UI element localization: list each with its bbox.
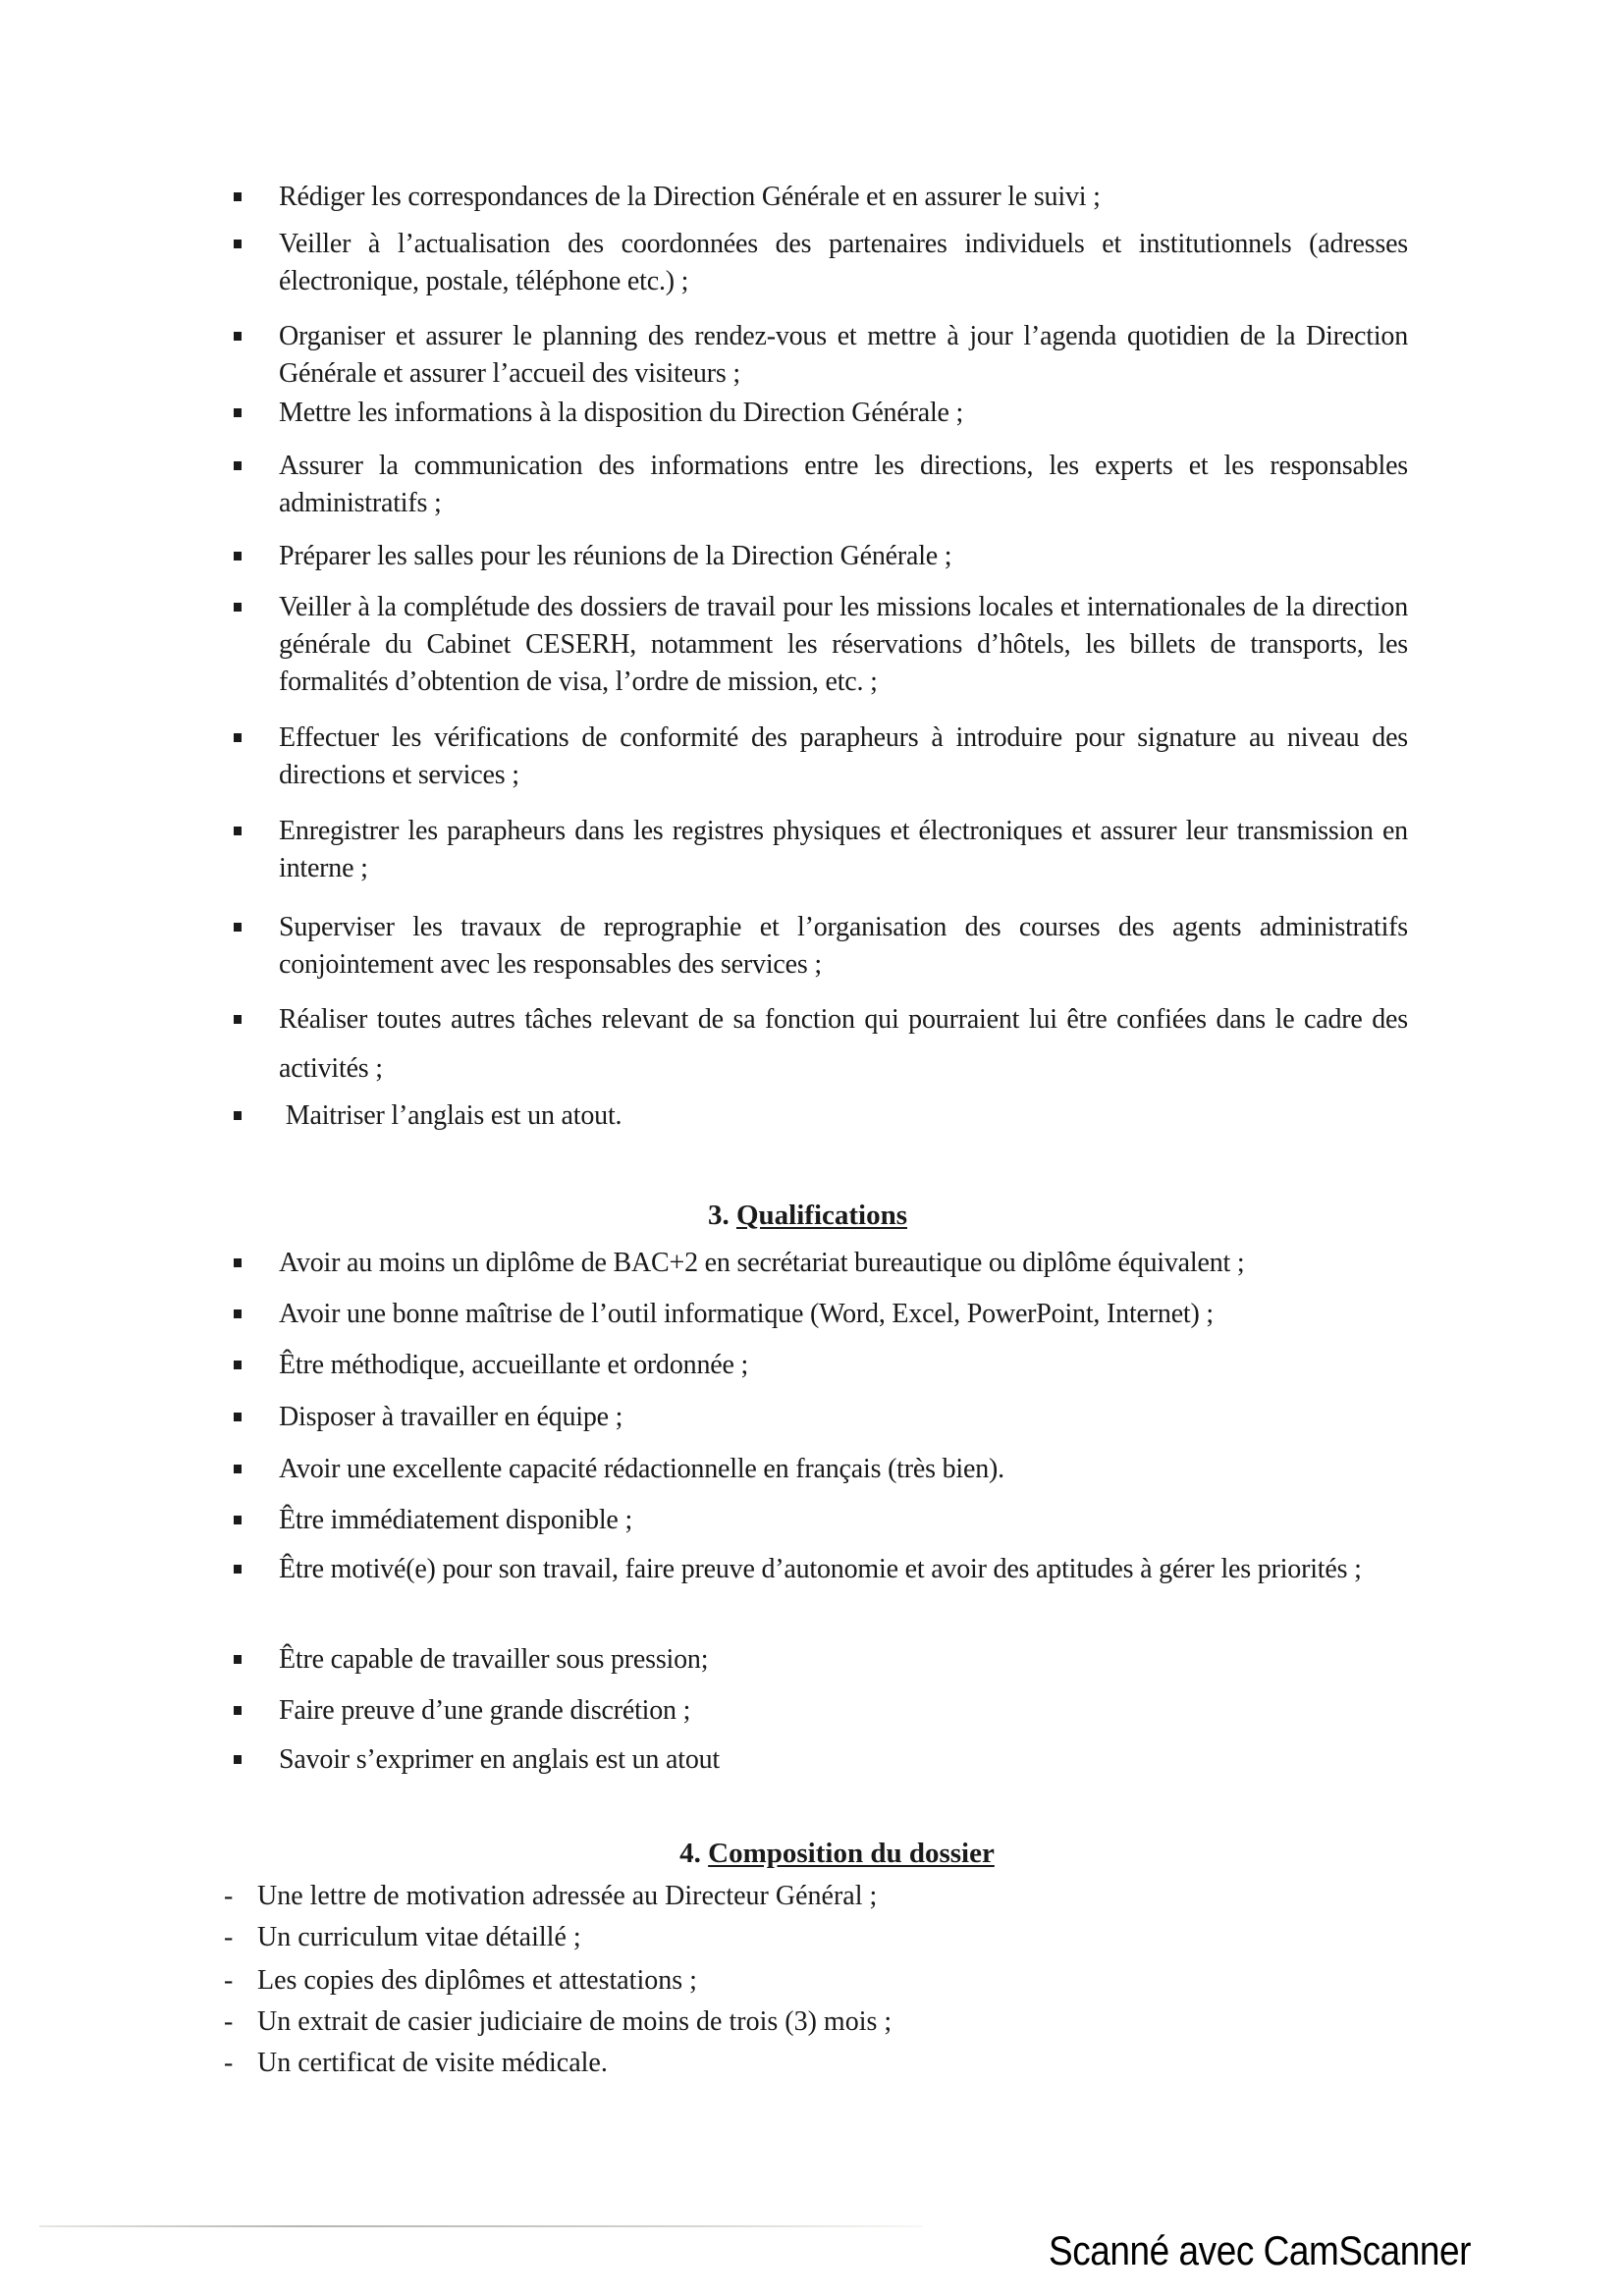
list-item-text: Un curriculum vitae détaillé ; <box>257 1922 581 1952</box>
square-bullet-icon <box>234 827 242 835</box>
list-item-text: Être méthodique, accueillante et ordonnée ; <box>279 1350 749 1380</box>
list-item-text: Veiller à la complétude des dossiers de travail pour les missions locales et internationales de la direction générale du Cabinet CESERH, notamment les réservations d’hôtels, les billets de transports, les formalités d’obtention de visa, l’ordre de mission, etc. ; <box>279 592 1408 697</box>
list-item-text: Avoir une bonne maîtrise de l’outil informatique (Word, Excel, PowerPoint, Internet) ; <box>279 1299 1214 1329</box>
dash-bullet-icon: - <box>224 1965 234 1996</box>
list-item-text: Disposer à travailler en équipe ; <box>279 1402 623 1432</box>
list-item-text: Enregistrer les parapheurs dans les registres physiques et électroniques et assurer leur transmission en interne ; <box>279 816 1408 883</box>
list-item-text: Organiser et assurer le planning des rendez-vous et mettre à jour l’agenda quotidien de la Direction Générale et assurer l’accueil des visiteurs ; <box>279 321 1408 389</box>
list-item-text: Maitriser l’anglais est un atout. <box>279 1100 622 1131</box>
list-item-text: Superviser les travaux de reprographie et l’organisation des courses des agents administratifs conjointement avec les responsables des services ; <box>279 912 1408 980</box>
list-item-text: Être capable de travailler sous pression; <box>279 1644 709 1675</box>
square-bullet-icon <box>234 240 242 248</box>
list-item-text: Réaliser toutes autres tâches relevant de sa fonction qui pourraient lui être confiées dans le cadre des activités ; <box>279 1004 1408 1084</box>
camscanner-watermark: Scanné avec CamScanner <box>1049 2227 1471 2273</box>
square-bullet-icon <box>234 332 242 341</box>
list-item-text: Rédiger les correspondances de la Direction Générale et en assurer le suivi ; <box>279 182 1101 212</box>
list-item-text: Effectuer les vérifications de conformité des parapheurs à introduire pour signature au niveau des directions et services ; <box>279 722 1408 790</box>
square-bullet-icon <box>234 1755 242 1764</box>
square-bullet-icon <box>234 603 242 612</box>
dash-bullet-icon: - <box>224 1881 234 1911</box>
list-item-text: Avoir une excellente capacité rédactionnelle en français (très bien). <box>279 1454 1004 1484</box>
list-item-text: Un extrait de casier judiciaire de moins de trois (3) mois ; <box>257 2006 893 2037</box>
list-item-text: Mettre les informations à la disposition du Direction Générale ; <box>279 398 964 428</box>
square-bullet-icon <box>234 1361 242 1369</box>
square-bullet-icon <box>234 1111 242 1120</box>
section-heading-qualifications <box>0 1198 1619 1233</box>
square-bullet-icon <box>234 1413 242 1421</box>
list-item-text: Les copies des diplômes et attestations ; <box>257 1965 697 1996</box>
square-bullet-icon <box>234 1465 242 1473</box>
dash-bullet-icon: - <box>224 2048 234 2078</box>
list-item-text: Une lettre de motivation adressée au Directeur Général ; <box>257 1881 878 1911</box>
list-item-text: Un certificat de visite médicale. <box>257 2048 608 2078</box>
square-bullet-icon <box>234 1015 242 1024</box>
section-title: Composition du dossier <box>708 1838 995 1869</box>
dash-bullet-icon: - <box>224 2006 234 2037</box>
scan-edge-line <box>39 2225 923 2227</box>
section-heading-composition <box>26 1836 1623 1871</box>
list-item-text: Savoir s’exprimer en anglais est un atout <box>279 1744 721 1775</box>
square-bullet-icon <box>234 923 242 932</box>
list-item-text: Être motivé(e) pour son travail, faire preuve d’autonomie et avoir des aptitudes à gérer les priorités ; <box>279 1554 1362 1584</box>
section-title: Qualifications <box>735 1200 907 1231</box>
list-item-text: Préparer les salles pour les réunions de la Direction Générale ; <box>279 541 952 571</box>
list-item-text: Assurer la communication des informations entre les directions, les experts et les responsables administratifs ; <box>279 451 1408 518</box>
square-bullet-icon <box>234 408 242 417</box>
square-bullet-icon <box>234 1655 242 1664</box>
square-bullet-icon <box>234 1516 242 1524</box>
square-bullet-icon <box>234 192 242 201</box>
square-bullet-icon <box>234 552 242 561</box>
square-bullet-icon <box>234 461 242 470</box>
list-item-text: Être immédiatement disponible ; <box>279 1505 633 1535</box>
dash-bullet-icon: - <box>224 1922 234 1952</box>
square-bullet-icon <box>234 1565 242 1574</box>
square-bullet-icon <box>234 1309 242 1318</box>
list-item-text: Faire preuve d’une grande discrétion ; <box>279 1695 691 1726</box>
square-bullet-icon <box>234 1706 242 1715</box>
square-bullet-icon <box>234 1258 242 1267</box>
list-item-text: Veiller à l’actualisation des coordonnées des partenaires individuels et institutionnels (adresses électronique, postale, téléphone etc.) ; <box>279 229 1408 296</box>
square-bullet-icon <box>234 733 242 742</box>
list-item-text: Avoir au moins un diplôme de BAC+2 en secrétariat bureautique ou diplôme équivalent ; <box>279 1248 1245 1278</box>
section-number: 4. <box>679 1838 701 1869</box>
section-number: 3. <box>707 1200 730 1231</box>
